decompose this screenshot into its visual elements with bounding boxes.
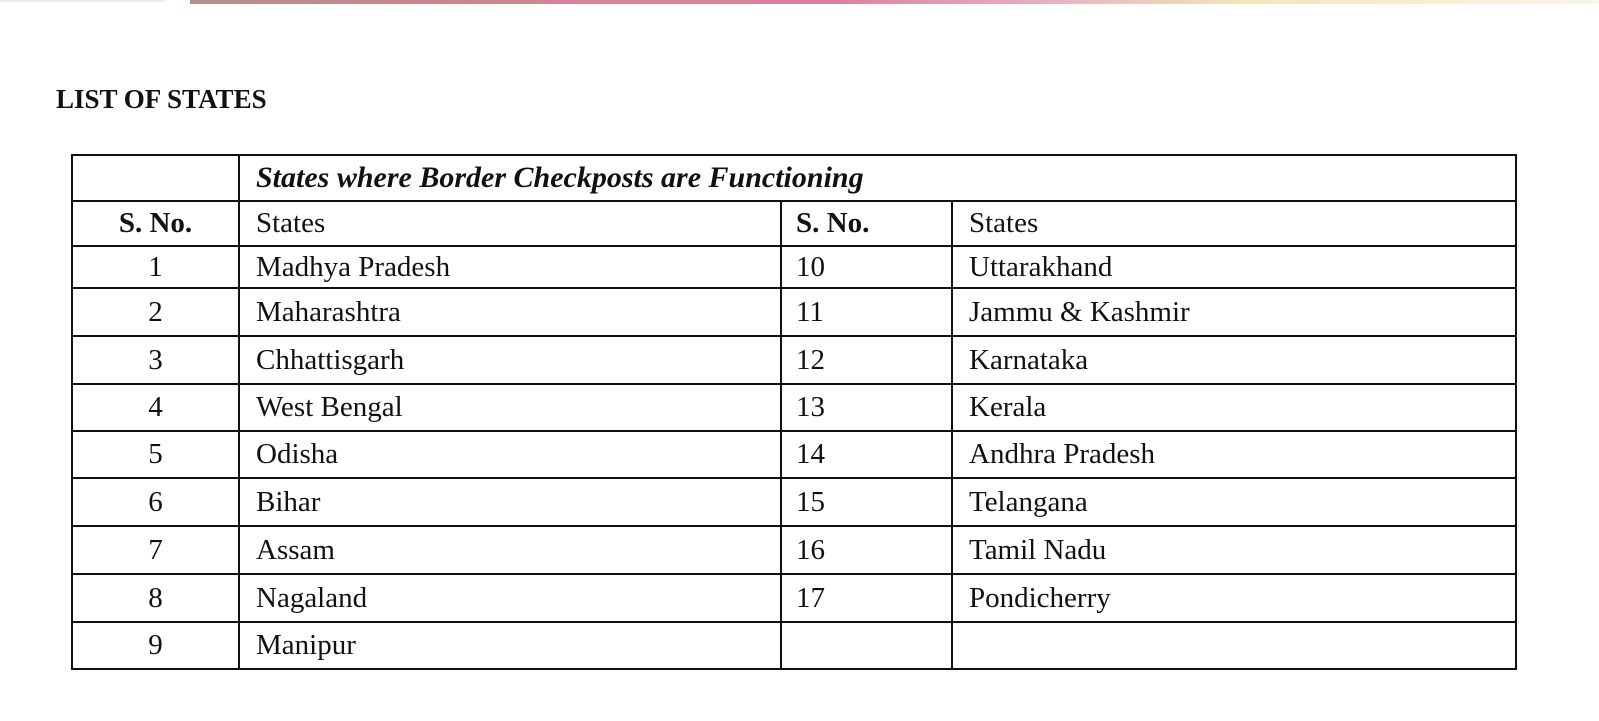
sno-left-cell: 4 [72,384,239,431]
sno-right-cell: 10 [781,246,952,288]
state-right-cell: Uttarakhand [952,246,1516,288]
sno-left-cell: 3 [72,336,239,384]
table-row [72,478,1516,526]
state-left-cell: Madhya Pradesh [239,246,781,288]
table-row [72,622,1516,669]
sno-right-cell: 15 [781,478,952,526]
top-edge-color-strip [190,0,1599,4]
state-left-cell: Manipur [239,622,781,669]
sno-left-cell: 8 [72,574,239,622]
sno-right-cell: 17 [781,574,952,622]
sno-left-cell: 5 [72,431,239,478]
state-left-cell: Nagaland [239,574,781,622]
sno-right-cell: 16 [781,526,952,574]
table-row [72,288,1516,336]
state-left-cell: Maharashtra [239,288,781,336]
state-right-cell: Andhra Pradesh [952,431,1516,478]
sno-right-cell: 12 [781,336,952,384]
sno-right-cell: 13 [781,384,952,431]
state-left-cell: Assam [239,526,781,574]
caption-empty-cell [72,155,239,201]
table-caption: States where Border Checkposts are Functioning [239,155,1516,201]
sno-left-cell: 2 [72,288,239,336]
header-states-left: States [239,201,781,246]
top-edge-strip-left [0,0,165,2]
state-right-cell: Kerala [952,384,1516,431]
table-header-row [72,201,1516,246]
state-right-cell: Karnataka [952,336,1516,384]
state-right-cell: Telangana [952,478,1516,526]
state-left-cell: West Bengal [239,384,781,431]
state-left-cell: Odisha [239,431,781,478]
sno-right-cell [781,622,952,669]
state-right-cell: Pondicherry [952,574,1516,622]
state-right-cell [952,622,1516,669]
sno-right-cell: 14 [781,431,952,478]
table-row [72,526,1516,574]
table-row [72,384,1516,431]
table-row [72,246,1516,288]
sno-left-cell: 1 [72,246,239,288]
header-states-right: States [952,201,1516,246]
page-heading: LIST OF STATES [56,84,267,114]
sno-right-cell: 11 [781,288,952,336]
state-right-cell: Jammu & Kashmir [952,288,1516,336]
header-sno-left: S. No. [72,201,239,246]
table-caption-row [72,155,1516,201]
sno-left-cell: 7 [72,526,239,574]
sno-left-cell: 6 [72,478,239,526]
state-left-cell: Chhattisgarh [239,336,781,384]
table-row [72,336,1516,384]
sno-left-cell: 9 [72,622,239,669]
state-left-cell: Bihar [239,478,781,526]
table-row [72,431,1516,478]
header-sno-right: S. No. [781,201,952,246]
state-right-cell: Tamil Nadu [952,526,1516,574]
table-row [72,574,1516,622]
states-table [71,154,1517,670]
